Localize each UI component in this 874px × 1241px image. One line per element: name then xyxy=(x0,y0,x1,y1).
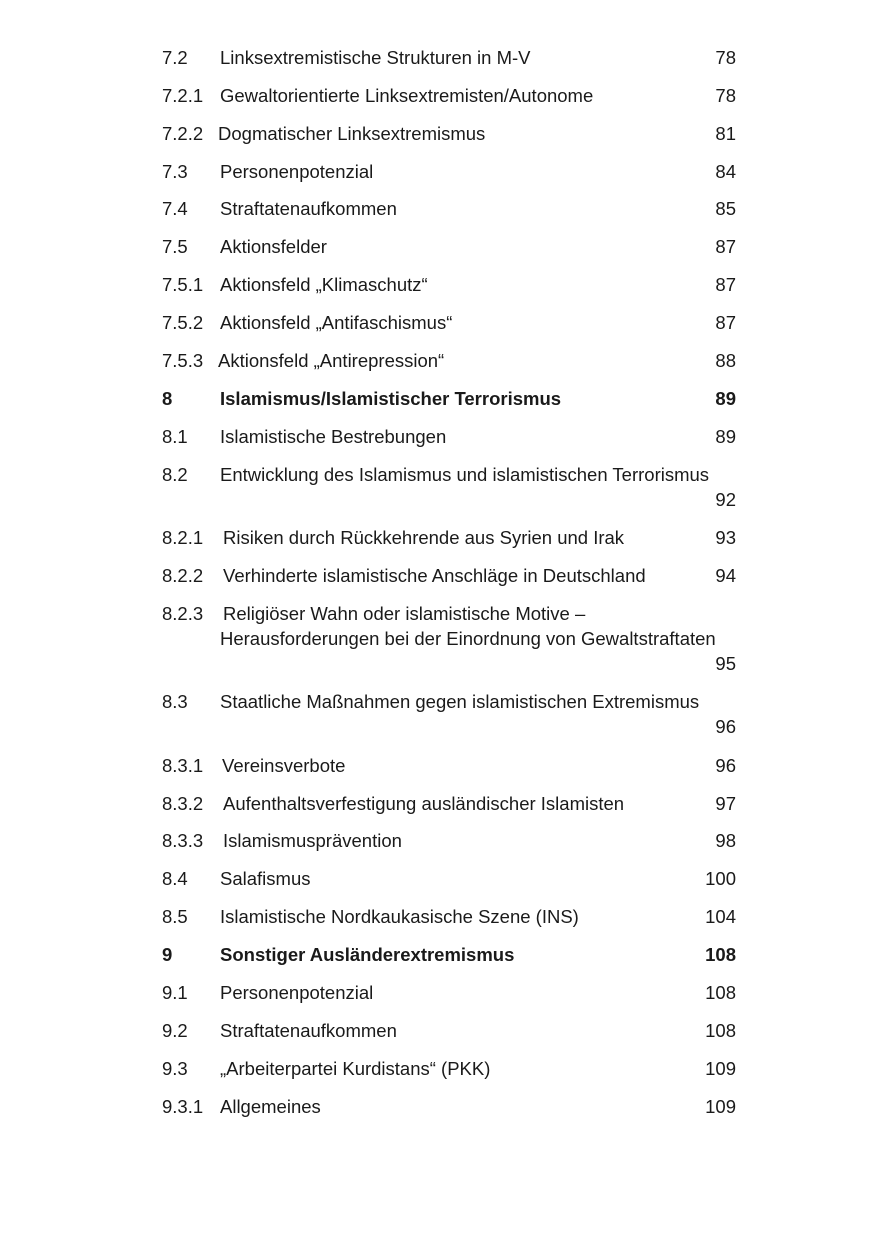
toc-entry-page: 97 xyxy=(715,793,736,814)
toc-entry-title: Aktionsfelder xyxy=(220,236,327,257)
toc-entry-page: 87 xyxy=(715,312,736,333)
toc-entry-number: 8.3.3 xyxy=(162,830,204,851)
toc-entry-number: 8.4 xyxy=(162,868,188,889)
toc-entry-page: 81 xyxy=(715,123,736,144)
toc-entry-page: 109 xyxy=(705,1058,736,1079)
toc-entry-number: 8.3.1 xyxy=(162,755,204,776)
toc-entry-page: 94 xyxy=(715,565,736,586)
toc-entry-page: 89 xyxy=(715,426,736,447)
toc-entry-title: Staatliche Maßnahmen gegen islamistischen Extremismus xyxy=(220,691,700,712)
toc-entry-number: 7.5.1 xyxy=(162,274,204,295)
toc-entry[interactable] xyxy=(162,462,736,512)
toc-entry-page: 87 xyxy=(715,236,736,257)
toc-entry-title: Islamistische Bestrebungen xyxy=(220,426,447,447)
toc-entry-number: 7.5.2 xyxy=(162,312,204,333)
toc-entry-title: Entwicklung des Islamismus und islamistischen Terrorismus xyxy=(220,464,710,485)
toc-entry-page: 93 xyxy=(715,527,736,548)
toc-entry-page: 109 xyxy=(705,1096,736,1117)
toc-entry-number: 9.1 xyxy=(162,982,188,1003)
toc-entry-page: 96 xyxy=(715,755,736,776)
toc-entry-number: 7.4 xyxy=(162,198,188,219)
toc-entry-title: Straftatenaufkommen xyxy=(220,198,397,219)
toc-entry-page: 108 xyxy=(705,944,736,965)
toc-entry-number: 9.3.1 xyxy=(162,1096,204,1117)
toc-entry-number: 7.5 xyxy=(162,236,188,257)
toc-entry-title: Dogmatischer Linksextremismus xyxy=(218,123,486,144)
toc-entry-title: Aufenthaltsverfestigung ausländischer Islamisten xyxy=(223,793,625,814)
toc-entry-page: 85 xyxy=(715,198,736,219)
toc-entry-number: 7.2.1 xyxy=(162,85,204,106)
toc-entry-number: 7.3 xyxy=(162,161,188,182)
toc-entry-page: 96 xyxy=(715,716,736,737)
toc-entry-title: Aktionsfeld „Klimaschutz“ xyxy=(220,274,428,295)
toc-entry-page: 88 xyxy=(715,350,736,371)
toc-entry-number: 8.2.1 xyxy=(162,527,204,548)
toc-entry-title-line-2: Herausforderungen bei der Einordnung von Gewaltstraftaten xyxy=(220,628,716,649)
toc-entry-page: 108 xyxy=(705,982,736,1003)
toc-entry-title: Salafismus xyxy=(220,868,311,889)
toc-entry-title-line-1: Religiöser Wahn oder islamistische Motive – xyxy=(223,603,586,624)
toc-entry-title: Allgemeines xyxy=(220,1096,321,1117)
toc-entry-number: 7.5.3 xyxy=(162,350,204,371)
toc-entry-page: 78 xyxy=(715,85,736,106)
toc-entry-number: 8.2 xyxy=(162,464,188,485)
toc-entry-number: 9.2 xyxy=(162,1020,188,1041)
toc-entry-title: Islamistische Nordkaukasische Szene (INS) xyxy=(220,906,579,927)
toc-entry-number: 8.2.2 xyxy=(162,565,204,586)
toc-entry-number: 8.1 xyxy=(162,426,188,447)
toc-entry[interactable] xyxy=(162,601,736,676)
toc-entry-title: Gewaltorientierte Linksextremisten/Autonome xyxy=(220,85,594,106)
toc-entry-page: 78 xyxy=(715,47,736,68)
toc-entry-page: 100 xyxy=(705,868,736,889)
toc-entry-page: 84 xyxy=(715,161,736,182)
toc-entry-title: Aktionsfeld „Antifaschismus“ xyxy=(220,312,453,333)
toc-entry-page: 104 xyxy=(705,906,736,927)
toc-entry-number: 8.2.3 xyxy=(162,603,204,624)
toc-entry[interactable] xyxy=(162,689,736,739)
toc-entry-page: 95 xyxy=(715,653,736,674)
toc-entry-number: 8.3.2 xyxy=(162,793,204,814)
toc-entry-title: Straftatenaufkommen xyxy=(220,1020,397,1041)
toc-entry-number: 9.3 xyxy=(162,1058,188,1079)
toc-entry-title: Risiken durch Rückkehrende aus Syrien und Irak xyxy=(223,527,625,548)
toc-entry-page: 87 xyxy=(715,274,736,295)
toc-entry-title: Islamismus/Islamistischer Terrorismus xyxy=(220,388,562,409)
toc-entry-number: 7.2 xyxy=(162,47,188,68)
toc-entry-title: Vereinsverbote xyxy=(222,755,346,776)
toc-entry-number: 8 xyxy=(162,388,173,409)
toc-entry-title: Islamismusprävention xyxy=(223,830,402,851)
toc-entry-number: 7.2.2 xyxy=(162,123,204,144)
toc-entry-title: Aktionsfeld „Antirepression“ xyxy=(218,350,445,371)
toc-entry-title: Personenpotenzial xyxy=(220,161,374,182)
toc-entry-page: 98 xyxy=(715,830,736,851)
toc-entry-number: 8.5 xyxy=(162,906,188,927)
toc-entry-title: Verhinderte islamistische Anschläge in Deutschland xyxy=(223,565,646,586)
toc-entry-number: 9 xyxy=(162,944,173,965)
toc-entry-title: „Arbeiterpartei Kurdistans“ (PKK) xyxy=(220,1058,491,1079)
toc-entry-page: 92 xyxy=(715,489,736,510)
toc-entry-page: 89 xyxy=(715,388,736,409)
toc-entry-page: 108 xyxy=(705,1020,736,1041)
toc-entry-number: 8.3 xyxy=(162,691,188,712)
toc-entry-title: Linksextremistische Strukturen in M-V xyxy=(220,47,531,68)
toc-entry-title: Personenpotenzial xyxy=(220,982,374,1003)
toc-entry-title: Sonstiger Ausländerextremismus xyxy=(220,944,515,965)
